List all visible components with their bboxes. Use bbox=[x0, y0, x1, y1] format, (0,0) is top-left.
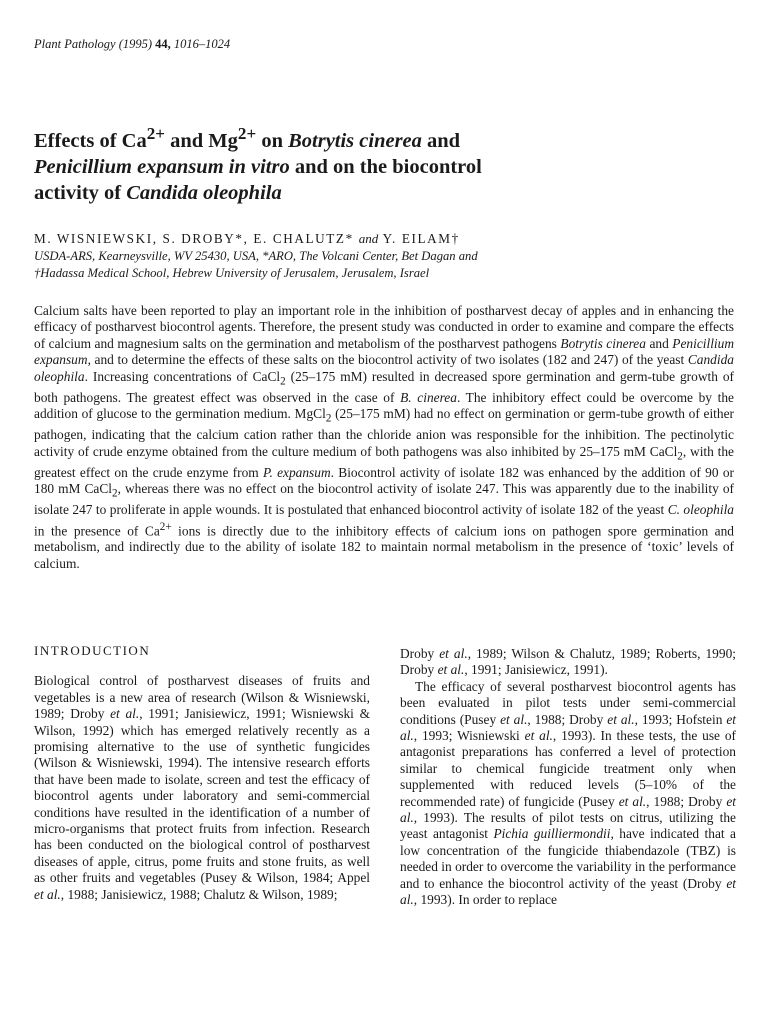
paper-title bbox=[34, 121, 734, 206]
author-conjunction: and bbox=[358, 231, 379, 246]
journal-name: Plant Pathology bbox=[34, 37, 116, 51]
intro-paragraph-2: The efficacy of several postharvest biocontrol agents has been evaluated in pilot tests under semi-commercial conditions (Pusey et al., 1988; Droby et al., 1993; Hofstein et al., 1993; Wisniewski et al., 1993). In these tests, the use of antagonist preparations has conferred a level of protection similar to chemical fungicide treatment only when supplemented with reduced levels (5–10% of the recommended rate) of fungicide (Pusey et al., 1988; Droby et al., 1993). The results of pilot tests on citrus, utilizing the yeast antagonist Pichia guilliermondii, have indicated that a low concentration of the fungicide thiabendazole (TBZ) is needed in order to overcome the variability in the performance and to enhance the biocontrol activity of the yeast (Droby et al., 1993). In order to replace bbox=[400, 678, 736, 908]
title-text: activity of bbox=[34, 181, 127, 204]
title-text: Effects of Ca bbox=[34, 129, 147, 152]
abstract: Calcium salts have been reported to play an important role in the inhibition of postharvest decay of apples and in enhancing the efficacy of postharvest biocontrol agents. Therefore, the present study was conducted in order to examine and compare the effects of calcium and magnesium salts on the germination and metabolism of the postharvest pathogens Botrytis cinerea and Penicillium expansum, and to determine the effects of these salts on the biocontrol activity of two isolates (182 and 247) of the yeast Candida oleophila. Increasing concentrations of CaCl$_2$ (25–175 mM) resulted in decreased spore germination and germ-tube growth of both pathogens. The greatest effect was observed in the case of B. cinerea. The inhibitory effect could be overcome by the addition of glucose to the germination medium. MgCl$_2$ (25–175 mM) had no effect on germination or germ-tube growth of either pathogen, indicating that the calcium cation rather than the chloride anion was responsible for the inhibition. The pectinolytic activity of crude enzyme obtained from the culture medium of both pathogens was also inhibited by 25–175 mM CaCl$_2$, with the greatest effect on the crude enzyme from P. expansum. Biocontrol activity of isolate 182 was enhanced by the addition of 90 or 180 mM CaCl$_2$, whereas there was no effect on the biocontrol activity of isolate 247. This was apparently due to the inability of isolate 247 to proliferate in apple wounds. It is postulated that enhanced biocontrol activity of isolate 182 of the yeast C. oleophila in the presence of $Ca^{2+}$ ions is directly due to the inhibitory effects of calcium ions on pathogen spore germination and metabolism, and indirectly due to the ability of isolate 182 to maintain normal metabolism in the presence of ‘toxic’ levels of calcium. bbox=[34, 303, 735, 571]
author-names: Y. EILAM† bbox=[382, 231, 460, 246]
journal-year: (1995) bbox=[118, 37, 153, 51]
author-list bbox=[34, 231, 460, 247]
author-names: M. WISNIEWSKI, S. DROBY*, E. CHALUTZ* bbox=[34, 231, 354, 246]
title-superscript: 2+ bbox=[237, 124, 257, 143]
intro-paragraph-1: Biological control of postharvest diseases of fruits and vegetables is a new area of research (Wilson & Wisniewski, 1989; Droby et al., 1991; Janisiewicz, 1991; Wisniewski & Wilson, 1992) which has emerged relatively recently as a promising alternative to the use of synthetic fungicides (Wilson & Wisniewski, 1994). The intensive research efforts that have been made to isolate, screen and test the efficacy of biocontrol agents under laboratory and semi-commercial conditions have resulted in the identification of a number of micro-organisms that protect fruits from infection. Research has been conducted on the biological control of postharvest diseases of apple, citrus, pome fruits and stone fruits, as well as other fruits and vegetables (Pusey & Wilson, 1984; Appel et al., 1988; Janisiewicz, 1988; Chalutz & Wilson, 1989; bbox=[34, 673, 370, 902]
affiliations bbox=[34, 248, 734, 281]
title-text: and Mg bbox=[165, 129, 238, 152]
journal-pages: 1016–1024 bbox=[173, 37, 231, 51]
title-species: Candida oleophila bbox=[126, 181, 282, 204]
title-species: Penicillium expansum in vitro bbox=[34, 155, 290, 178]
title-superscript: 2+ bbox=[146, 124, 165, 143]
affiliation-line: USDA-ARS, Kearneysville, WV 25430, USA, *ARO, The Volcani Center, Bet Dagan and bbox=[34, 249, 478, 263]
intro-paragraph-1-continued: Droby et al., 1989; Wilson & Chalutz, 1989; Roberts, 1990; Droby et al., 1991; Janisiewicz, 1991). bbox=[400, 646, 736, 678]
affiliation-line: †Hadassa Medical School, Hebrew University of Jerusalem, Jerusalem, Israel bbox=[34, 265, 430, 280]
journal-volume: 44, bbox=[155, 37, 171, 51]
title-text: on bbox=[256, 129, 289, 152]
journal-citation bbox=[34, 37, 230, 52]
section-heading-introduction: INTRODUCTION bbox=[34, 643, 151, 658]
title-text: and bbox=[421, 129, 461, 152]
left-column bbox=[34, 643, 370, 903]
title-text: and on the biocontrol bbox=[289, 155, 482, 178]
right-column bbox=[400, 646, 736, 909]
title-species: Botrytis cinerea bbox=[288, 129, 422, 152]
